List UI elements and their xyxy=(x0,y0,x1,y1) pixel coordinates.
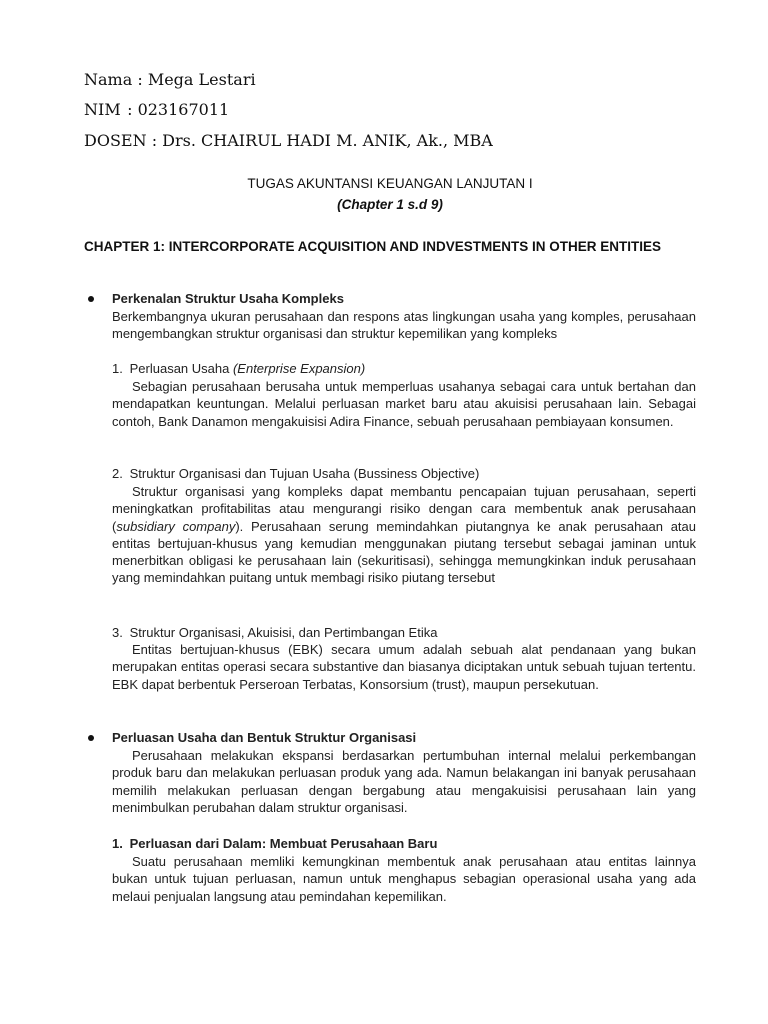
item-title: Struktur Organisasi, Akuisisi, dan Pertimbangan Etika xyxy=(129,625,438,640)
item-number: 2. xyxy=(112,466,123,481)
section1-item3-title xyxy=(112,624,696,641)
document-subtitle: (Chapter 1 s.d 9) xyxy=(337,197,443,212)
dosen-label: DOSEN xyxy=(84,131,147,150)
item-body-italic: subsidiary company xyxy=(116,518,236,534)
nim-label: NIM xyxy=(84,100,121,119)
chapter-heading: CHAPTER 1: INTERCORPORATE ACQUISITION AND INDVESTMENTS IN OTHER ENTITIES xyxy=(84,239,662,254)
lecturer-line xyxy=(84,131,493,150)
item-number: 1. xyxy=(112,361,123,376)
section1-item3-body: Entitas bertujuan-khusus (EBK) secara umum adalah sebuah alat pendanaan yang bukan merupakan entitas operasi secara substantive dan biasanya diciptakan untuk sebuah tujuan tertentu. EBK dapat berbentuk Perseroan Terbatas, Konsorsium (trust), maupun persekutuan. xyxy=(112,642,696,692)
item-title: Perluasan Usaha xyxy=(129,361,233,376)
student-nim-line xyxy=(84,100,229,119)
section2-sub1-body: Suatu perusahaan memliki kemungkinan membentuk anak perusahaan atau entitas lainnya bukan untuk tujuan perluasan, namun untuk menghapus sebagian operasional usaha yang ada melaui penjualan langsung atau pemindahan kepemilikan. xyxy=(112,854,696,904)
item-title-italic: (Enterprise Expansion) xyxy=(232,361,366,376)
section1-item2-title xyxy=(112,465,696,482)
section1-intro: Berkembangnya ukuran perusahaan dan respons atas lingkungan usaha yang komples, perusahaan mengembangkan struktur organisasi dan struktur kepemilikan yang kompleks xyxy=(112,309,696,342)
section2-sub1-title xyxy=(112,835,696,852)
bullet-icon xyxy=(88,296,94,302)
item-number: 3. xyxy=(112,625,123,640)
name-value: : Mega Lestari xyxy=(137,70,256,89)
item-number: 1. xyxy=(112,836,123,851)
item-body-text: Struktur organisasi yang kompleks dapat membantu pencapaian tujuan perusahaan, seperti meningkatkan profitabilitas atau mengurangi risiko dengan cara membentuk anak perusahaan ( xyxy=(112,484,696,534)
nim-value: : 023167011 xyxy=(127,100,230,119)
name-label: Nama xyxy=(84,70,133,89)
bullet-icon xyxy=(88,735,94,741)
student-name-line xyxy=(84,70,256,89)
item-body-text: ). Perusahaan serung memindahkan piutangnya ke anak perusahaan atau entitas bertujuan-khusus yang kemudian menggunakan piutang tersebut sebagai jaminan untuk menerbitkan obligasi ke perusahaan lain (sekuritisasi), sehingga memungkinkan induk perusahaan yang memindahkan puitang untuk membagi risiko piutang tersebut xyxy=(112,518,697,586)
section1-item2-body xyxy=(112,483,696,587)
section2-heading: Perluasan Usaha dan Bentuk Struktur Organisasi xyxy=(112,730,417,745)
section1-item1-title xyxy=(112,360,696,377)
section1-heading: Perkenalan Struktur Usaha Kompleks xyxy=(112,291,344,306)
item-title: Struktur Organisasi dan Tujuan Usaha (Bussiness Objective) xyxy=(129,466,480,481)
item-title: Perluasan dari Dalam: Membuat Perusahaan Baru xyxy=(129,836,438,851)
document-title: TUGAS AKUNTANSI KEUANGAN LANJUTAN I xyxy=(247,176,533,191)
section2-intro: Perusahaan melakukan ekspansi berdasarkan pertumbuhan internal melalui perkembangan produk baru dan melakukan perluasan produk yang ada. Namun belakangan ini banyak perusahaan memilih melakukan perluasan dengan bergabung atau mengakuisisi perusahaan lain yang menimbulkan perubahan dalam struktur organisasi. xyxy=(112,748,696,815)
section1-item1-body: Sebagian perusahaan berusaha untuk memperluas usahanya sebagai cara untuk bertahan dan mendapatkan keuntungan. Melalui perluasan market baru atau akuisisi perusahaan lain. Sebagai contoh, Bank Danamon mengakuisisi Adira Finance, sebuah perusahaan pembiayaan konsumen. xyxy=(112,379,696,429)
dosen-value: : Drs. CHAIRUL HADI M. ANIK, Ak., MBA xyxy=(151,131,493,150)
